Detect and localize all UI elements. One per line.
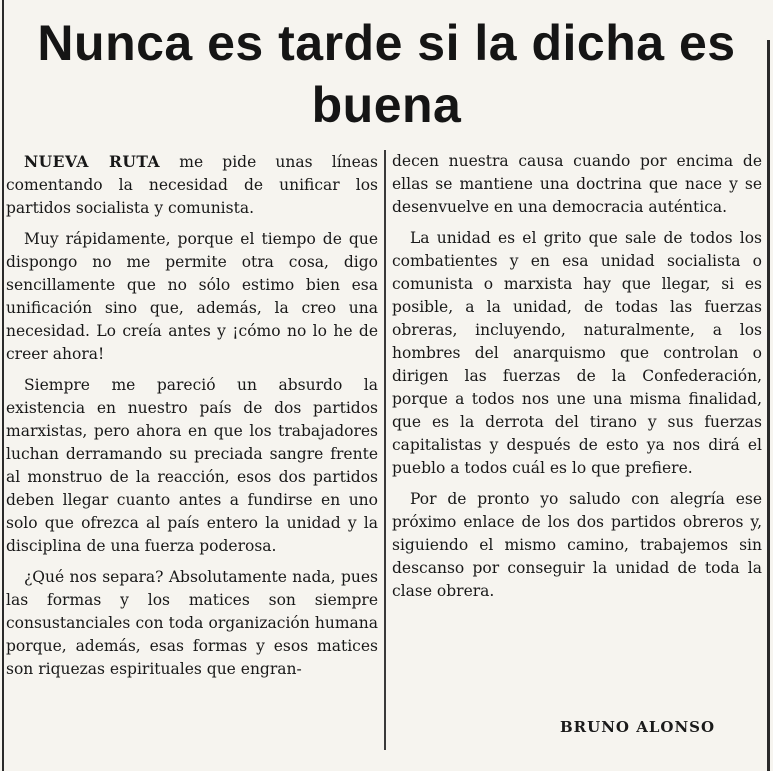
paragraph-intro-text: me pide unas líneas comentando la necesidad de unificar los partidos socialista y comunista.: [6, 153, 378, 217]
publication-name: NUEVA RUTA: [24, 152, 161, 171]
paragraph-2: Muy rápidamente, porque el tiempo de que dispongo no me permite otra cosa, digo sencillamente que no sólo estimo bien esa unificación sino que, además, la creo una necesidad. Lo creía antes y ¡cómo no lo he de creer ahora!: [6, 230, 378, 363]
paragraph-3: Siempre me pareció un absurdo la existencia en nuestro país de dos partidos marxistas, pero ahora en que los trabajadores luchan derramando su preciada sangre frente al monstruo de la reacción, esos dos partidos deben llegar cuanto antes a fundirse en uno solo que ofrezca al país entero la unidad y la disciplina de una fuerza poderosa.: [6, 376, 378, 555]
paragraph-6: La unidad es el grito que sale de todos los combatientes y en esa unidad socialista o comunista o marxista hay que llegar, si es posible, a la unidad, de todas las fuerzas obreras, incluyendo, naturalmente, a los hombres del anarquismo que controlan o dirigen las fuerzas de la Confederación, porque a todos nos une una misma finalidad, que es la derrota del tirano y sus fuerzas capitalistas y después de esto ya nos dirá el pueblo a todos cuál es lo que prefiere.: [392, 229, 762, 477]
left-column: [6, 150, 378, 689]
paragraph-intro: [6, 150, 378, 220]
column-divider: [384, 150, 386, 750]
author-byline: BRUNO ALONSO: [560, 718, 716, 736]
right-border-line: [767, 40, 770, 771]
paragraph-4: ¿Qué nos separa? Absolutamente nada, pues las formas y los matices son siempre consustanciales con toda organización humana porque, además, esas formas y esos matices son riquezas espirituales que engran-: [6, 568, 378, 678]
article-headline: Nunca es tarde si la dicha es buena: [37, 15, 736, 133]
paragraph-5: decen nuestra causa cuando por encima de ellas se mantiene una doctrina que nace y se desenvuelve en una democracia auténtica.: [392, 152, 762, 216]
paragraph-7: Por de pronto yo saludo con alegría ese próximo enlace de los dos partidos obreros y, siguiendo el mismo camino, trabajemos sin descanso por conseguir la unidad de toda la clase obrera.: [392, 490, 762, 600]
right-column: [392, 150, 762, 611]
